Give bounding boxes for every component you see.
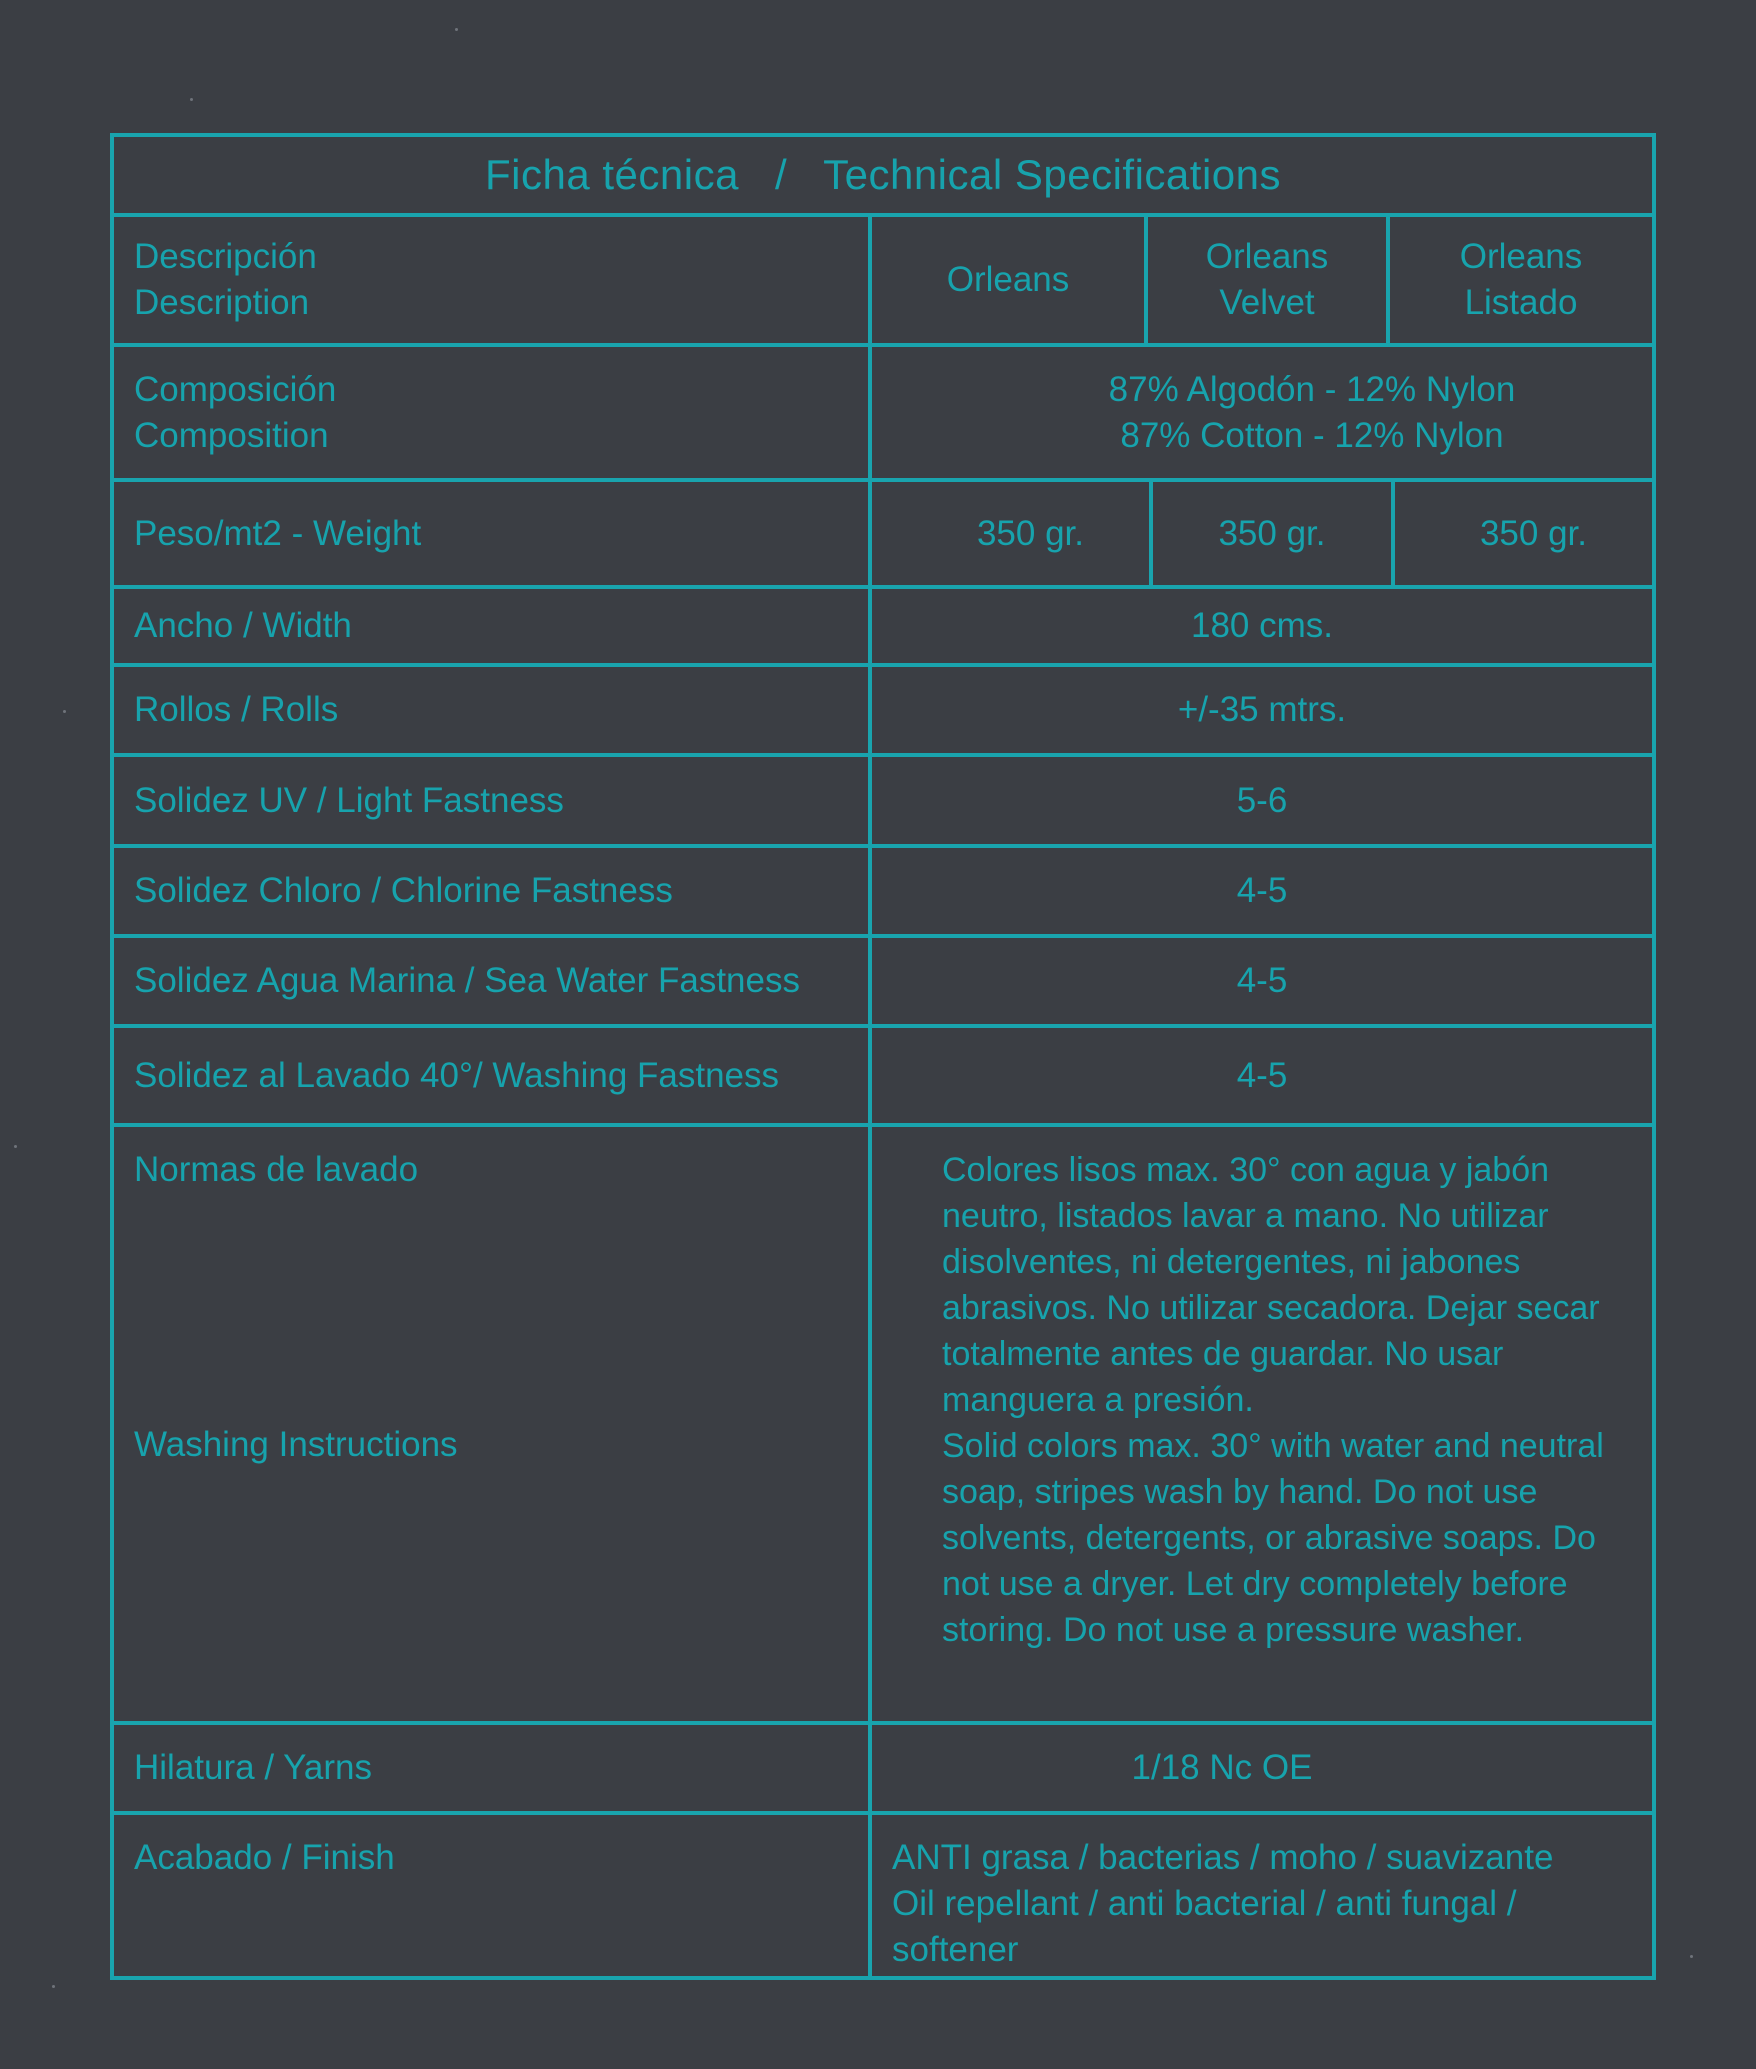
finish-label (114, 1815, 872, 1976)
composition-label-en: Composition (134, 415, 329, 455)
uv-row (114, 757, 1652, 848)
composition-value-en: 87% Cotton - 12% Nylon (1120, 415, 1504, 455)
chlorine-value-text: 4-5 (1236, 871, 1288, 910)
yarns-value (872, 1725, 1652, 1811)
description-row (114, 217, 1652, 347)
weight-label-text: Peso/mt2 - Weight (134, 513, 422, 553)
chlorine-value (872, 848, 1652, 934)
composition-value-es: 87% Algodón - 12% Nylon (1108, 369, 1516, 409)
product-velvet-l1: Orleans (1205, 237, 1329, 276)
weight-value-velvet: 350 gr. (1218, 513, 1326, 553)
yarns-row (114, 1725, 1652, 1815)
title-separator: / (774, 151, 788, 198)
paper-speck (52, 1985, 55, 1988)
seawater-label (114, 938, 872, 1024)
width-row (114, 589, 1652, 667)
finish-value-es: ANTI grasa / bacterias / moho / suavizante (892, 1838, 1554, 1877)
weight-value-orleans: 350 gr. (976, 513, 1085, 553)
width-value (872, 589, 1652, 663)
spec-table (110, 133, 1656, 1980)
product-orleans: Orleans (946, 260, 1070, 299)
chlorine-row (114, 848, 1652, 938)
composition-value (872, 347, 1652, 478)
seawater-value-text: 4-5 (1236, 961, 1288, 1000)
wash-instructions-label-en: Washing Instructions (134, 1425, 458, 1464)
product-listado-l2: Listado (1464, 283, 1578, 322)
washing-fastness-row (114, 1028, 1652, 1127)
composition-label-es: Composición (134, 369, 337, 409)
composition-label (114, 347, 872, 478)
paper-speck (63, 710, 66, 713)
paper-speck (1690, 1955, 1693, 1958)
finish-value (872, 1815, 1652, 1976)
washing-fastness-label-text: Solidez al Lavado 40°/ Washing Fastness (134, 1055, 780, 1095)
rolls-value-text: +/-35 mtrs. (1177, 690, 1347, 729)
title-es: Ficha técnica (484, 151, 739, 198)
description-label-en: Description (134, 283, 310, 322)
rolls-label-text: Rollos / Rolls (134, 690, 339, 729)
weight-value-3 (1395, 482, 1652, 585)
wash-instructions-row (114, 1127, 1652, 1725)
product-col-orleans (872, 217, 1148, 343)
uv-value-text: 5-6 (1236, 780, 1288, 820)
uv-label (114, 757, 872, 844)
description-label (114, 217, 872, 343)
wash-instructions-value (872, 1127, 1652, 1721)
weight-row (114, 482, 1652, 589)
wash-instructions-label (114, 1127, 872, 1721)
chlorine-label-text: Solidez Chloro / Chlorine Fastness (134, 871, 673, 910)
washing-fastness-value-text: 4-5 (1236, 1055, 1288, 1095)
finish-row (114, 1815, 1652, 1976)
seawater-value (872, 938, 1652, 1024)
rolls-value (872, 667, 1652, 753)
weight-label (114, 482, 872, 585)
washing-fastness-value (872, 1028, 1652, 1123)
uv-label-text: Solidez UV / Light Fastness (134, 780, 564, 820)
product-col-velvet (1148, 217, 1390, 343)
weight-value-2 (1153, 482, 1395, 585)
composition-row (114, 347, 1652, 482)
yarns-value-text: 1/18 Nc OE (1131, 1748, 1313, 1787)
paper-speck (455, 28, 458, 31)
finish-value-en: Oil repellant / anti bacterial / anti fungal / softener (892, 1884, 1517, 1969)
width-label-text: Ancho / Width (134, 606, 352, 645)
width-label (114, 589, 872, 663)
seawater-label-text: Solidez Agua Marina / Sea Water Fastness (134, 961, 800, 1000)
seawater-row (114, 938, 1652, 1028)
wash-instructions-label-es: Normas de lavado (134, 1150, 419, 1189)
title-en: Technical Specifications (823, 151, 1282, 198)
product-listado-l1: Orleans (1459, 237, 1583, 276)
rolls-row (114, 667, 1652, 757)
chlorine-label (114, 848, 872, 934)
title-row (114, 137, 1652, 217)
product-velvet-l2: Velvet (1219, 283, 1315, 322)
washing-fastness-label (114, 1028, 872, 1123)
rolls-label (114, 667, 872, 753)
paper-speck (14, 1145, 17, 1148)
wash-instructions-text-es: Colores lisos max. 30° con agua y jabón neutro, listados lavar a mano. No utilizar disolventes, ni detergentes, ni jabones abrasivos. No utilizar secadora. Dejar secar totalmente antes de guardar. No usar manguera a presión. (942, 1151, 1600, 1419)
wash-instructions-text-en: Solid colors max. 30° with water and neutral soap, stripes wash by hand. Do not use solvents, detergents, or abrasive soaps. Do not use a dryer. Let dry completely before storing. Do not use a pressure washer. (942, 1427, 1604, 1649)
yarns-label-text: Hilatura / Yarns (134, 1748, 372, 1787)
table-title (114, 137, 1652, 213)
description-label-es: Descripción (134, 237, 317, 276)
finish-label-text: Acabado / Finish (134, 1838, 395, 1877)
product-col-listado (1390, 217, 1652, 343)
uv-value (872, 757, 1652, 844)
weight-value-1 (872, 482, 1153, 585)
width-value-text: 180 cms. (1191, 606, 1333, 645)
weight-value-listado: 350 gr. (1479, 513, 1588, 553)
paper-speck (190, 98, 193, 101)
yarns-label (114, 1725, 872, 1811)
